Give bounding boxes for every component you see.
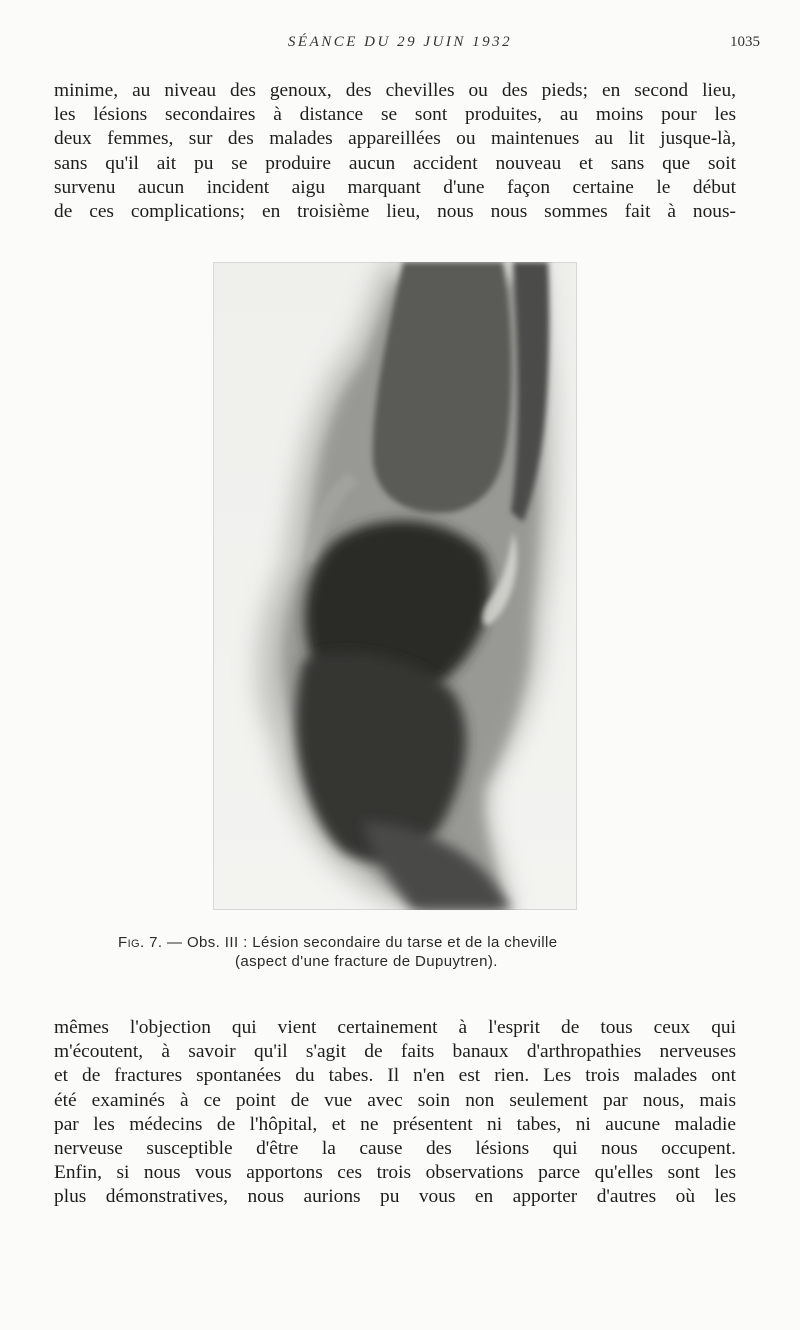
paragraph-top: [54, 79, 736, 224]
text-line: et de fractures spontanées du tabes. Il n'en est rien. Les trois malades ont: [54, 1065, 736, 1087]
running-head-title: SÉANCE DU 29 JUIN 1932: [287, 34, 513, 50]
text-line: été examinés à ce point de vue avec soin non seulement par nous, mais: [54, 1089, 736, 1111]
text-line: sans qu'il ait pu se produire aucun accident nouveau et sans que soit: [54, 152, 736, 174]
text-line: m'écoutent, à savoir qu'il s'agit de faits banaux d'arthropathies nerveuses: [54, 1041, 736, 1063]
text-line: Enfin, si nous vous apportons ces trois observations parce qu'elles sont les: [54, 1162, 736, 1184]
text-line: mêmes l'objection qui vient certainement à l'esprit de tous ceux qui: [54, 1017, 736, 1038]
text-line: les lésions secondaires à distance se sont produites, au moins pour les: [54, 104, 736, 126]
text-line: minime, au niveau des genoux, des chevilles ou des pieds; en second lieu,: [54, 80, 736, 101]
text-line: par les médecins de l'hôpital, et ne présentent ni tabes, ni aucune maladie: [54, 1113, 736, 1135]
caption-line-2: (aspect d'une fracture de Dupuytren).: [235, 953, 498, 970]
paragraph-bottom: [54, 1016, 736, 1210]
text-line: plus démonstratives, nous aurions pu vous en apporter d'autres où les: [54, 1186, 736, 1208]
text-line: deux femmes, sur des malades appareillées ou maintenues au lit jusque-là,: [54, 128, 736, 150]
page-number: 1035: [730, 34, 760, 50]
text-line: survenu aucun incident aigu marquant d'une façon certaine le début: [54, 176, 736, 198]
xray-figure-image: [213, 262, 577, 910]
figure-label: Fig. 7.: [118, 934, 163, 951]
text-line: de ces complications; en troisième lieu, nous nous sommes fait à nous-: [54, 200, 736, 222]
caption-line-1: [118, 933, 558, 952]
caption-text-1: — Obs. III : Lésion secondaire du tarse et de la cheville: [167, 934, 558, 951]
text-line: nerveuse susceptible d'être la cause des lésions qui nous occupent.: [54, 1137, 736, 1159]
running-head: [0, 34, 800, 60]
